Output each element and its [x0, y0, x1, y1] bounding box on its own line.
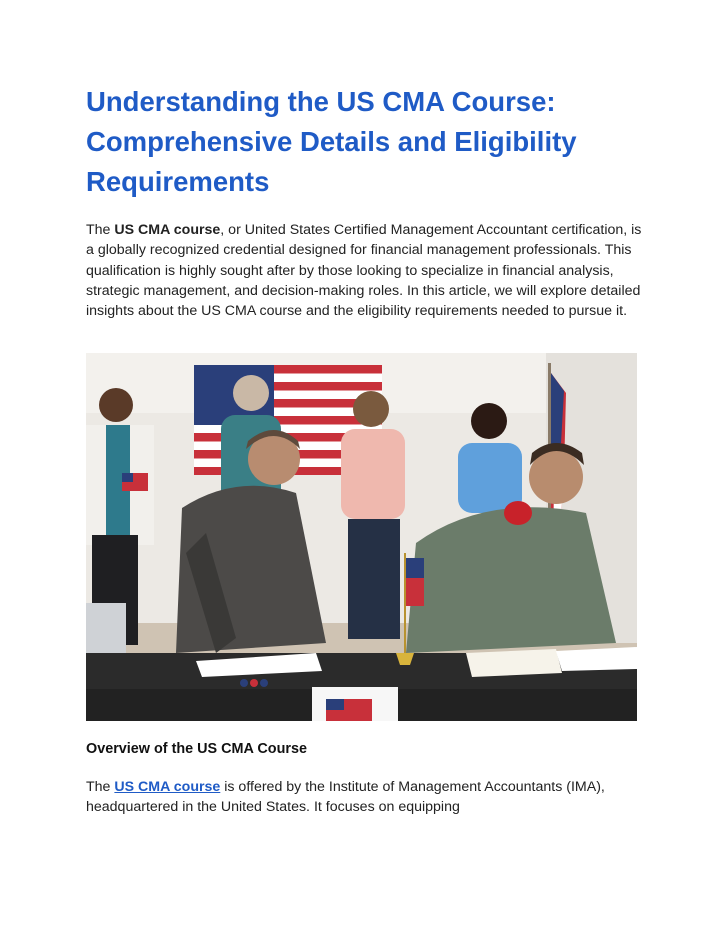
intro-paragraph: [86, 220, 646, 321]
overview-paragraph: [86, 777, 646, 818]
us-cma-course-link[interactable]: US CMA course: [114, 779, 221, 795]
overview-lead: The: [86, 779, 115, 795]
overview-heading: Overview of the US CMA Course: [86, 741, 307, 757]
article-photo: [86, 353, 637, 721]
intro-lead: The: [86, 222, 115, 238]
flag-sign: [312, 687, 398, 721]
intro-rest: , or United States Certified Management Accountant certification, is a globally recognized credential designed for financial management professionals. This qualification is highly sought after by those looking to specialize in financial analysis, strategic management, and decision-making roles. In this article, we will explore detailed insights about the US CMA course and the eligibility requirements needed to pursue it.: [86, 222, 642, 320]
intro-strong-term: US CMA course: [114, 222, 221, 238]
article-title: Understanding the US CMA Course: Comprehensive Details and Eligibility Requirements: [86, 86, 577, 197]
overview-rest: is offered by the Institute of Management Accountants (IMA), headquartered in the United States. It focuses on equipping: [86, 779, 605, 816]
